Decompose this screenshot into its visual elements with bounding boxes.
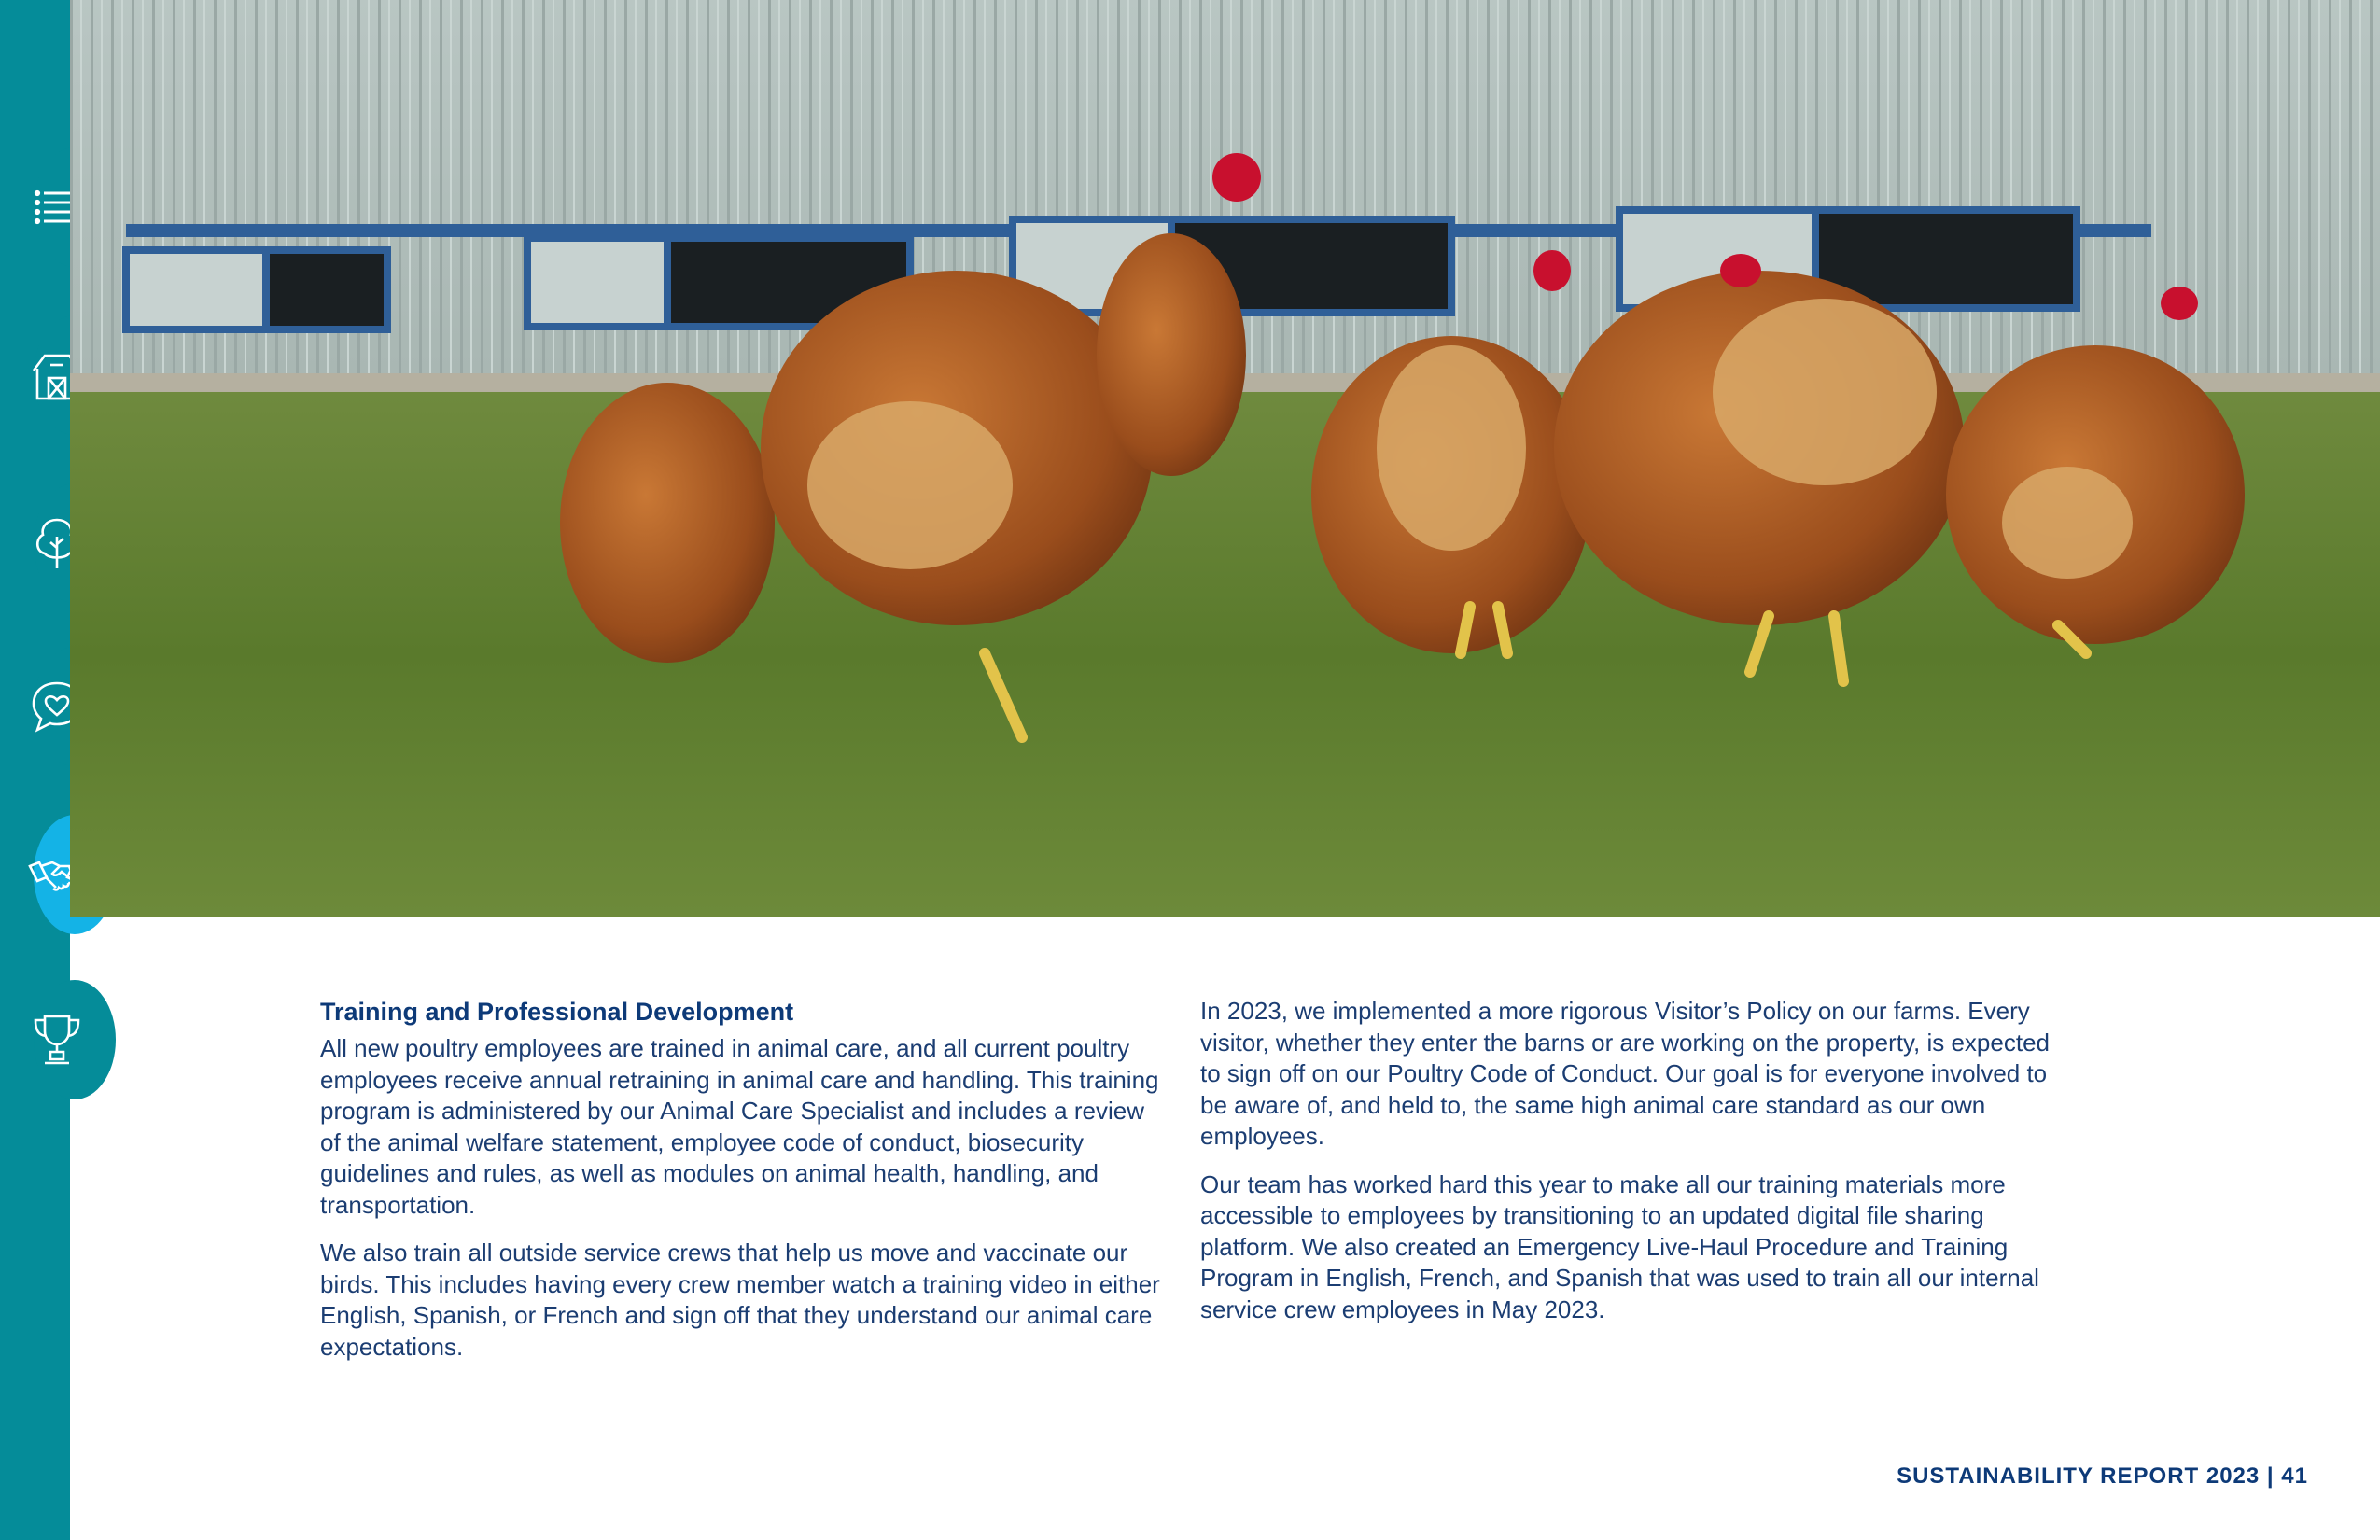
- left-column: [320, 994, 1165, 1379]
- page-footer: SUSTAINABILITY REPORT 2023 | 41: [1897, 1463, 2308, 1489]
- body-paragraph: We also train all outside service crews that help us move and vaccinate our birds. This includes having every crew member watch a training video in either English, Spanish, or French and sign off that they understand our animal care expectations.: [320, 1239, 1160, 1361]
- body-paragraph: Our team has worked hard this year to make all our training materials more accessible to employees by transitioning to an updated digital file sharing platform. We also created an Emergency Live-Haul Procedure and Training Program in English, French, and Spanish that was used to train all our internal service crew employees in May 2023.: [1200, 1169, 2039, 1323]
- body-paragraph: In 2023, we implemented a more rigorous Visitor’s Policy on our farms. Every visitor, whether they enter the barns or are working on the property, is expected to sign off on our Poultry Code of Conduct. Our goal is for everyone involved to be aware of, and held to, the same high animal care standard as our own employees.: [1200, 997, 2050, 1150]
- section-heading: Training and Professional Development: [320, 998, 794, 1026]
- sidebar-item-awards[interactable]: [34, 980, 116, 1099]
- trophy-icon: [28, 1011, 86, 1069]
- hens-in-grass-photo: [70, 0, 2380, 917]
- body-paragraph: All new poultry employees are trained in animal care, and all current poultry employees receive annual retraining in animal care and handling. This training program is administered by our Animal Care Specialist and includes a review of the animal welfare statement, employee code of conduct, biosecurity guidelines and rules, as well as modules on animal health, handling, and transportation.: [320, 1034, 1159, 1219]
- right-column: [1200, 996, 2073, 1342]
